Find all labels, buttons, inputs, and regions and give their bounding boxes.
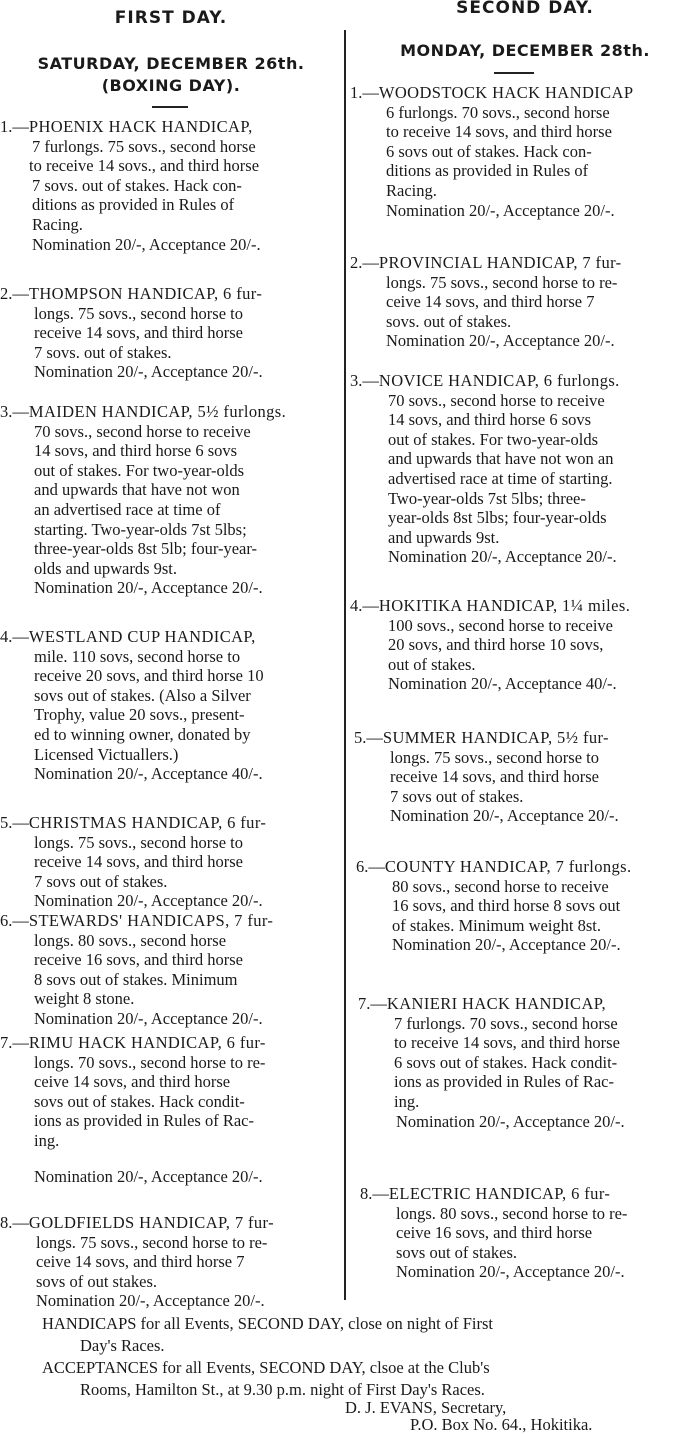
race-entry [350,83,698,220]
race-entry [356,857,698,955]
race-detail-line: ceive 14 sovs, and third horse 7 [36,1252,245,1272]
race-entry [350,371,698,567]
race-detail-line: ditions as provided in Rules of [386,161,589,181]
race-detail-line: 7 furlongs. 75 sovs., second horse [32,136,256,156]
race-detail-line: starting. Two-year-olds 7st 5lbs; [34,519,247,539]
race-entry [358,994,698,1131]
race-entry [354,728,698,826]
race-number: 2.— [350,253,379,272]
race-detail-line: 7 sovs. out of stakes. Hack con- [32,175,242,195]
acceptances-notice: ACCEPTANCES for all Events, SECOND DAY, clsoe at the Club's [42,1358,490,1377]
acceptances-notice-cont: Rooms, Hamilton St., at 9.30 p.m. night of First Day's Races. [80,1380,485,1399]
race-fees: Nomination 20/-, Acceptance 40/-. [34,764,263,784]
race-detail-line: of stakes. Minimum weight 8st. [392,915,601,935]
race-entry [0,813,338,911]
race-number: 1.— [0,117,29,136]
race-detail-line: receive 20 sovs, and third horse 10 [34,666,264,686]
race-title: GOLDFIELDS HANDICAP, 7 fur- [28,1213,275,1232]
race-number: 6.— [0,911,29,930]
race-fees: Nomination 20/-, Acceptance 20/-. [386,331,615,351]
race-fees: Nomination 20/-, Acceptance 20/-. [34,891,263,911]
race-fees: Nomination 20/-, Acceptance 20/-. [392,935,621,955]
race-number: 5.— [354,728,383,747]
race-detail-line: 8 sovs out of stakes. Minimum [34,969,238,989]
heading-divider [152,106,188,108]
second-day-heading: SECOND DAY. [456,0,594,18]
race-detail-line: to receive 14 sovs., and third horse [29,156,260,176]
race-title: WESTLAND CUP HANDICAP, [28,627,256,646]
race-detail-line: longs. 80 sovs., second horse to re- [396,1203,628,1223]
race-detail-line: an advertised race at time of [34,499,221,519]
race-detail-line: longs. 75 sovs., second horse to re- [36,1232,268,1252]
race-entry [0,627,338,784]
race-number: 1.— [350,83,379,102]
postal-address: P.O. Box No. 64., Hokitika. [410,1415,593,1434]
race-entry [0,402,338,598]
race-detail-line: Racing. [386,180,437,200]
race-detail-line: ing. [394,1091,420,1111]
race-number: 8.— [360,1184,389,1203]
race-title: CHRISTMAS HANDICAP, 6 fur- [28,813,267,832]
race-detail-line: 70 sovs., second horse to receive [388,390,605,410]
race-detail-line: Licensed Victuallers.) [34,744,179,764]
race-entry [0,117,338,254]
race-detail-line: 7 furlongs. 70 sovs., second horse [394,1013,618,1033]
race-fees: Nomination 20/-, Acceptance 20/-. [34,578,263,598]
race-detail-line: longs. 75 sovs., second horse to [390,747,599,767]
race-number: 4.— [0,627,29,646]
race-title: KANIERI HACK HANDICAP, [386,994,607,1013]
race-title: PROVINCIAL HANDICAP, 7 fur- [378,253,622,272]
race-fees: Nomination 20/-, Acceptance 20/-. [396,1111,625,1131]
race-detail-line: ing. [34,1130,60,1150]
race-entry [0,1213,338,1311]
race-number: 2.— [0,284,29,303]
race-detail-line: 16 sovs, and third horse 8 sovs out [392,896,621,916]
race-title: STEWARDS' HANDICAPS, 7 fur- [28,911,274,930]
race-detail-line: 7 sovs out of stakes. [390,786,524,806]
race-fees: Nomination 20/-, Acceptance 20/-. [34,362,263,382]
race-detail-line: weight 8 stone. [34,989,135,1009]
first-day-heading: FIRST DAY. [114,8,228,28]
race-fees: Nomination 20/-, Acceptance 20/-. [388,547,617,567]
race-detail-line: year-olds 8st 5lbs; four-year-olds [388,508,607,528]
race-entry [0,911,338,1029]
race-entry [0,284,338,382]
race-detail-line: 6 sovs out of stakes. Hack condit- [394,1052,618,1072]
race-title: PHOENIX HACK HANDICAP, [28,117,253,136]
race-detail-line: to receive 14 sovs, and third horse [386,122,612,142]
race-detail-line: ions as provided in Rules of Rac- [34,1111,254,1131]
race-entry [350,253,698,351]
race-detail-line: 14 sovs, and third horse 6 sovs [388,410,592,430]
race-entry [360,1184,698,1282]
race-detail-line: ceive 14 sovs, and third horse [34,1072,231,1092]
race-detail-line: sovs. out of stakes. [386,311,512,331]
column-divider [344,30,346,1300]
race-detail-line: receive 14 sovs, and third horse [390,767,599,787]
race-number: 8.— [0,1213,29,1232]
race-detail-line: longs. 75 sovs., second horse to [34,832,243,852]
race-detail-line: receive 16 sovs, and third horse [34,950,243,970]
race-detail-line: Racing. [32,214,83,234]
race-detail-line: 70 sovs., second horse to receive [34,421,251,441]
race-detail-line: receive 14 sovs, and third horse [34,852,243,872]
race-detail-line: and upwards that have not won an [388,449,614,469]
race-detail-line: advertised race at time of starting. [388,468,613,488]
race-number: 3.— [0,402,29,421]
race-number: 7.— [0,1033,29,1052]
race-detail-line: ditions as provided in Rules of [32,195,235,215]
race-detail-line: out of stakes. [388,654,476,674]
handicaps-notice: HANDICAPS for all Events, SECOND DAY, close on night of First [42,1314,494,1333]
race-entry [350,596,698,694]
race-detail-line: ed to winning owner, donated by [34,724,251,744]
race-title: ELECTRIC HANDICAP, 6 fur- [388,1184,611,1203]
race-detail-line: ceive 14 sovs, and third horse 7 [386,292,595,312]
race-detail-line: 14 sovs, and third horse 6 sovs [34,441,238,461]
race-fees: Nomination 20/-, Acceptance 40/-. [388,674,617,694]
race-number: 7.— [358,994,387,1013]
race-detail-line: Two-year-olds 7st 5lbs; three- [388,488,586,508]
race-number: 6.— [356,857,385,876]
handicaps-notice-cont: Day's Races. [80,1336,165,1355]
race-detail-line: 7 sovs. out of stakes. [34,342,172,362]
race-detail-line: sovs out of stakes. Hack condit- [34,1091,245,1111]
race-fees: Nomination 20/-, Acceptance 20/-. [34,1008,263,1028]
secretary-signature: D. J. EVANS, Secretary, [345,1398,507,1417]
second-day-date: MONDAY, DECEMBER 28th. [400,41,650,60]
race-detail-line: out of stakes. For two-year-olds [34,460,245,480]
race-detail-line: mile. 110 sovs, second horse to [34,646,241,666]
race-detail-line: longs. 80 sovs., second horse [34,930,227,950]
race-title: HOKITIKA HANDICAP, 1¼ miles. [378,596,631,615]
race-detail-line: 20 sovs, and third horse 10 sovs, [388,635,604,655]
race-number: 5.— [0,813,29,832]
race-entry [0,1033,338,1186]
race-detail-line: longs. 75 sovs., second horse to re- [386,272,618,292]
race-title: NOVICE HANDICAP, 6 furlongs. [378,371,620,390]
race-detail-line: out of stakes. For two-year-olds [388,429,599,449]
first-day-date: SATURDAY, DECEMBER 26th. [37,54,305,73]
race-fees: Nomination 20/-, Acceptance 20/-. [390,806,619,826]
race-title: MAIDEN HANDICAP, 5½ furlongs. [28,402,287,421]
race-detail-line: to receive 14 sovs, and third horse [394,1033,620,1053]
race-fees: Nomination 20/-, Acceptance 20/-. [396,1262,625,1282]
race-title: THOMPSON HANDICAP, 6 fur- [28,284,263,303]
race-detail-line: 6 furlongs. 70 sovs., second horse [386,102,610,122]
race-detail-line: and upwards 9st. [388,527,500,547]
race-title: SUMMER HANDICAP, 5½ fur- [382,728,609,747]
race-detail-line: 100 sovs., second horse to receive [388,615,613,635]
race-detail-line: sovs out of stakes. (Also a Silver [34,685,251,705]
race-detail-line: 80 sovs., second horse to receive [392,876,609,896]
race-detail-line: 7 sovs out of stakes. [34,871,168,891]
race-number: 3.— [350,371,379,390]
race-fees: Nomination 20/-, Acceptance 20/-. [32,234,261,254]
race-detail-line: receive 14 sovs, and third horse [34,323,243,343]
race-fees: Nomination 20/-, Acceptance 20/-. [34,1166,263,1186]
race-detail-line: three-year-olds 8st 5lb; four-year- [34,539,258,559]
first-day-date-note: (BOXING DAY). [101,76,241,95]
race-number: 4.— [350,596,379,615]
race-title: WOODSTOCK HACK HANDICAP [378,83,634,102]
race-detail-line: sovs out of stakes. [396,1242,517,1262]
race-detail-line: ceive 16 sovs, and third horse [396,1223,593,1243]
heading-divider [494,72,534,74]
race-detail-line: sovs of out stakes. [36,1271,157,1291]
race-title: RIMU HACK HANDICAP, 6 fur- [28,1033,266,1052]
race-detail-line: olds and upwards 9st. [34,558,177,578]
race-detail-line: 6 sovs out of stakes. Hack con- [386,141,592,161]
race-fees: Nomination 20/-, Acceptance 20/-. [36,1291,265,1311]
race-detail-line: ions as provided in Rules of Rac- [394,1072,614,1092]
race-detail-line: and upwards that have not won [34,480,240,500]
race-detail-line: longs. 70 sovs., second horse to re- [34,1052,266,1072]
race-detail-line: longs. 75 sovs., second horse to [34,303,243,323]
race-title: COUNTY HANDICAP, 7 furlongs. [384,857,632,876]
race-fees: Nomination 20/-, Acceptance 20/-. [386,200,615,220]
race-detail-line: Trophy, value 20 sovs., present- [34,705,245,725]
